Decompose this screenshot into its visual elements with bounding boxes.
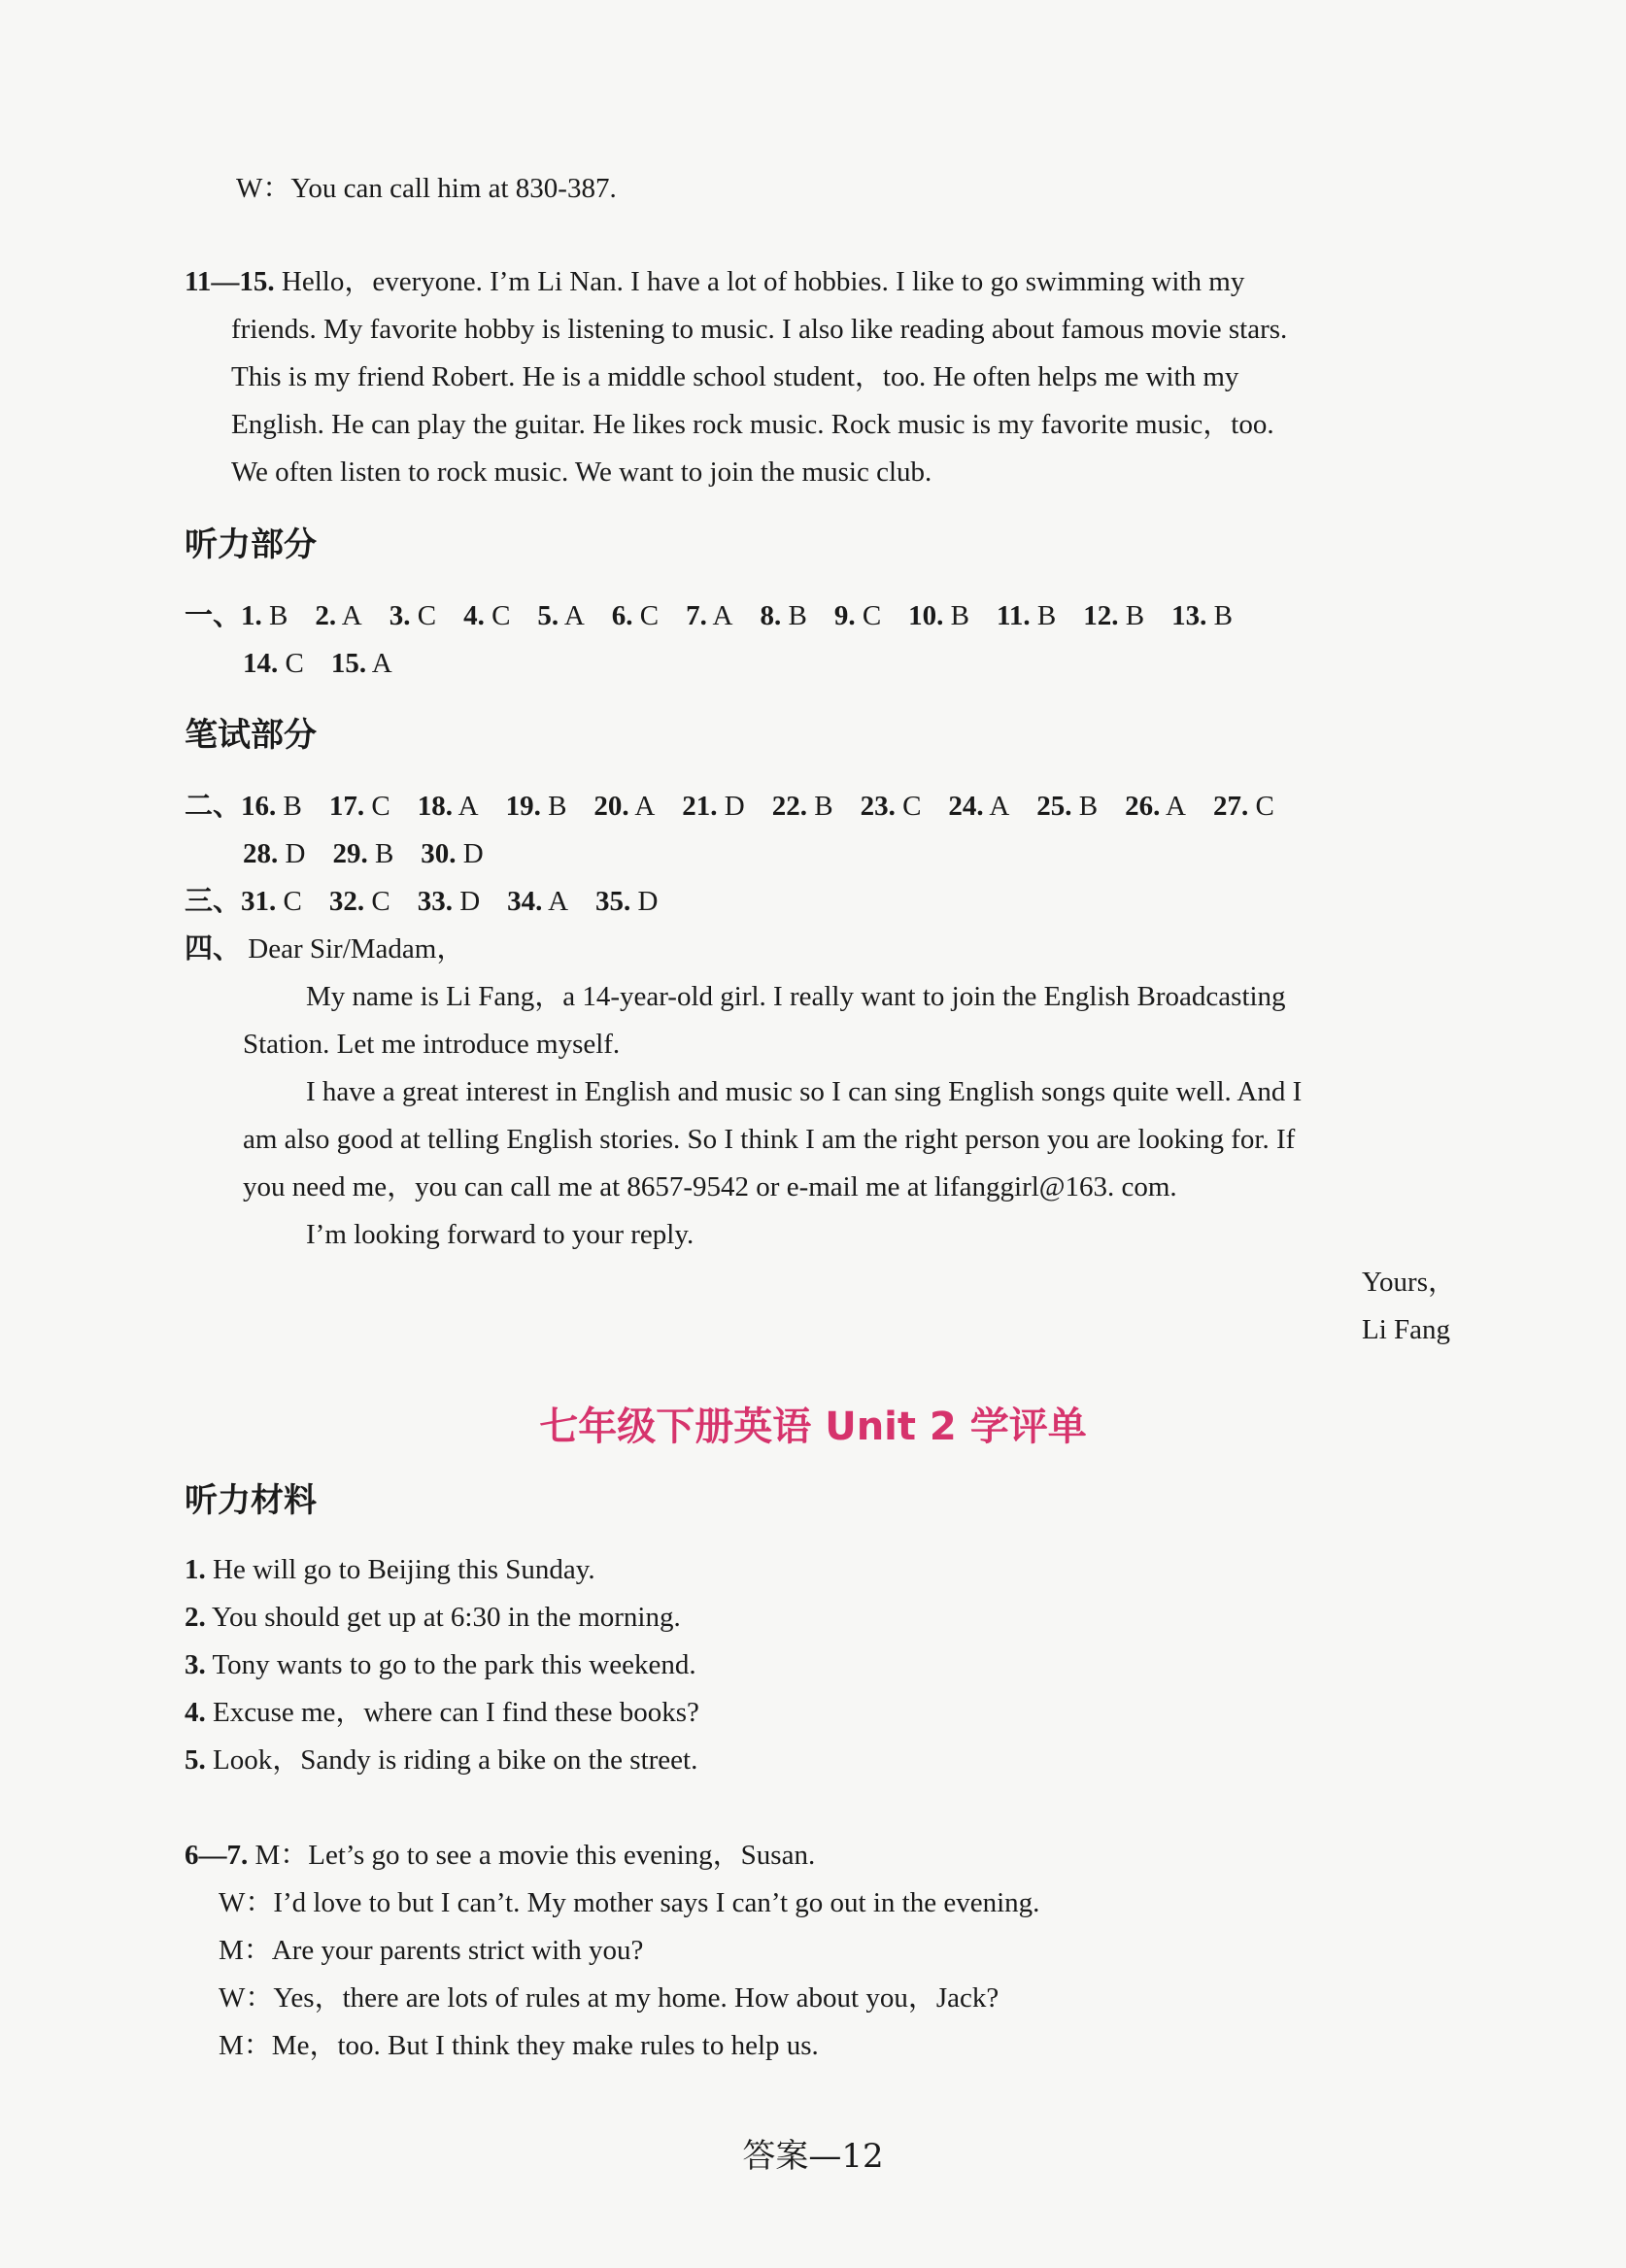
letter-body [185, 973, 1467, 1259]
group-label: 四、 [185, 933, 242, 965]
dialogue-label: 6—7. [185, 1840, 249, 1871]
group-label: 二、 [185, 791, 242, 822]
answer-item: 29. B [332, 838, 394, 869]
unit-title: 七年级下册英语 Unit 2 学评单 [539, 1405, 1087, 1449]
dialogue-line: M：Me，too. But I think they make rules to help us. [219, 2030, 819, 2061]
letter-p1-line1: My name is Li Fang，a 14-year-old girl. I really want to join the English Broadcasting [306, 981, 1286, 1012]
written-group3-row [185, 878, 1467, 926]
letter-closing: Yours， [1362, 1267, 1456, 1298]
dialogue-line: 6—7. M：Let’s go to see a movie this evening，Susan. [185, 1840, 816, 1871]
materials-items [185, 1546, 1467, 1784]
dialogue-line: M：Are your parents strict with you? [219, 1935, 644, 1966]
answer-item: 13. B [1171, 600, 1233, 631]
passage-text: Hello，everyone. I’m Li Nan. I have a lot of hobbies. I like to go swimming with my [281, 266, 1245, 297]
answer-item: 10. B [908, 600, 969, 631]
letter-signature: Li Fang [1362, 1314, 1451, 1345]
answer-item: 28. D [243, 838, 306, 869]
answer-item: 19. B [505, 791, 567, 822]
answer-item: 30. D [421, 838, 484, 869]
listening-answers-row1 [185, 592, 1467, 640]
letter-p1-line2: Station. Let me introduce myself. [243, 1029, 621, 1060]
letter-p2-line1: I have a great interest in English and music so I can sing English songs quite well. And I [306, 1076, 1303, 1107]
answer-item: 17. C [328, 791, 390, 822]
answer-item: 4. C [463, 600, 511, 631]
answer-item: 20. A [593, 791, 656, 822]
answer-item: 8. B [760, 600, 807, 631]
written-group2-row2 [185, 830, 1467, 878]
letter-p3-line1: I’m looking forward to your reply. [306, 1219, 694, 1250]
letter-p2-line3: you need me，you can call me at 8657-9542 or e-mail me at lifanggirl@163. com. [243, 1171, 1177, 1202]
dialogue-line-top: W：You can call him at 830-387. [236, 173, 617, 204]
passage-line: This is my friend Robert. He is a middle school student，too. He often helps me with my [231, 361, 1239, 392]
answer-item: 16. B [241, 791, 302, 822]
answer-item: 32. C [328, 886, 390, 917]
listening-answers [185, 592, 1467, 688]
answer-item: 3. C [389, 600, 437, 631]
answer-item: 14. C [243, 648, 304, 679]
page-number: 答案—12 [742, 2137, 884, 2176]
answer-item: 15. A [330, 648, 392, 679]
written-heading: 笔试部分 [185, 716, 317, 755]
material-item: 3. Tony wants to go to the park this weekend. [185, 1649, 696, 1680]
answer-item: 35. D [595, 886, 659, 917]
answer-item: 2. A [315, 600, 362, 631]
group-label: 一、 [185, 600, 242, 631]
answer-item: 33. D [417, 886, 481, 917]
answer-item: 22. B [771, 791, 833, 822]
letter-salutation-row [185, 926, 1467, 973]
answer-item: 34. A [507, 886, 569, 917]
answer-item: 26. A [1125, 791, 1186, 822]
answer-item: 5. A [537, 600, 585, 631]
materials-dialogue [185, 1832, 1467, 2070]
letter-p2-line2: am also good at telling English stories. So I think I am the right person you are looking for. If [243, 1124, 1296, 1155]
answer-item: 21. D [682, 791, 745, 822]
material-item: 4. Excuse me，where can I find these books? [185, 1697, 699, 1728]
passage-line [185, 258, 1467, 306]
passage-line: friends. My favorite hobby is listening to music. I also like reading about famous movie stars. [231, 314, 1288, 345]
written-group2-row1 [185, 783, 1467, 830]
answer-item: 25. B [1036, 791, 1099, 822]
written-answers [185, 783, 1467, 1259]
answer-item: 24. A [948, 791, 1010, 822]
answer-item: 18. A [417, 791, 479, 822]
listening-heading: 听力部分 [185, 525, 317, 564]
answer-item: 9. C [833, 600, 882, 631]
passage-label: 11—15. [185, 266, 275, 297]
material-item: 2. You should get up at 6:30 in the morning. [185, 1602, 681, 1633]
answer-item: 6. C [611, 600, 660, 631]
passage-line: We often listen to rock music. We want to join the music club. [231, 457, 932, 488]
answer-item: 12. B [1083, 600, 1145, 631]
materials-heading: 听力材料 [185, 1481, 317, 1520]
dialogue-line: W：I’d love to but I can’t. My mother says I can’t go out in the evening. [219, 1887, 1040, 1918]
letter-salutation: Dear Sir/Madam， [248, 933, 465, 965]
answer-item: 1. B [241, 600, 288, 631]
answer-item: 31. C [241, 886, 302, 917]
passage-line: English. He can play the guitar. He likes rock music. Rock music is my favorite music，too. [231, 409, 1274, 440]
answer-item: 7. A [686, 600, 733, 631]
listening-answers-row2 [185, 640, 1467, 688]
material-item: 1. He will go to Beijing this Sunday. [185, 1554, 595, 1585]
answer-item: 27. C [1212, 791, 1274, 822]
answer-item: 11. B [997, 600, 1057, 631]
material-item: 5. Look，Sandy is riding a bike on the street. [185, 1744, 698, 1776]
passage-11-15 [185, 258, 1467, 496]
group-label: 三、 [185, 886, 242, 917]
dialogue-line: W：Yes，there are lots of rules at my home. How about you，Jack? [219, 1982, 999, 2014]
answer-item: 23. C [860, 791, 922, 822]
